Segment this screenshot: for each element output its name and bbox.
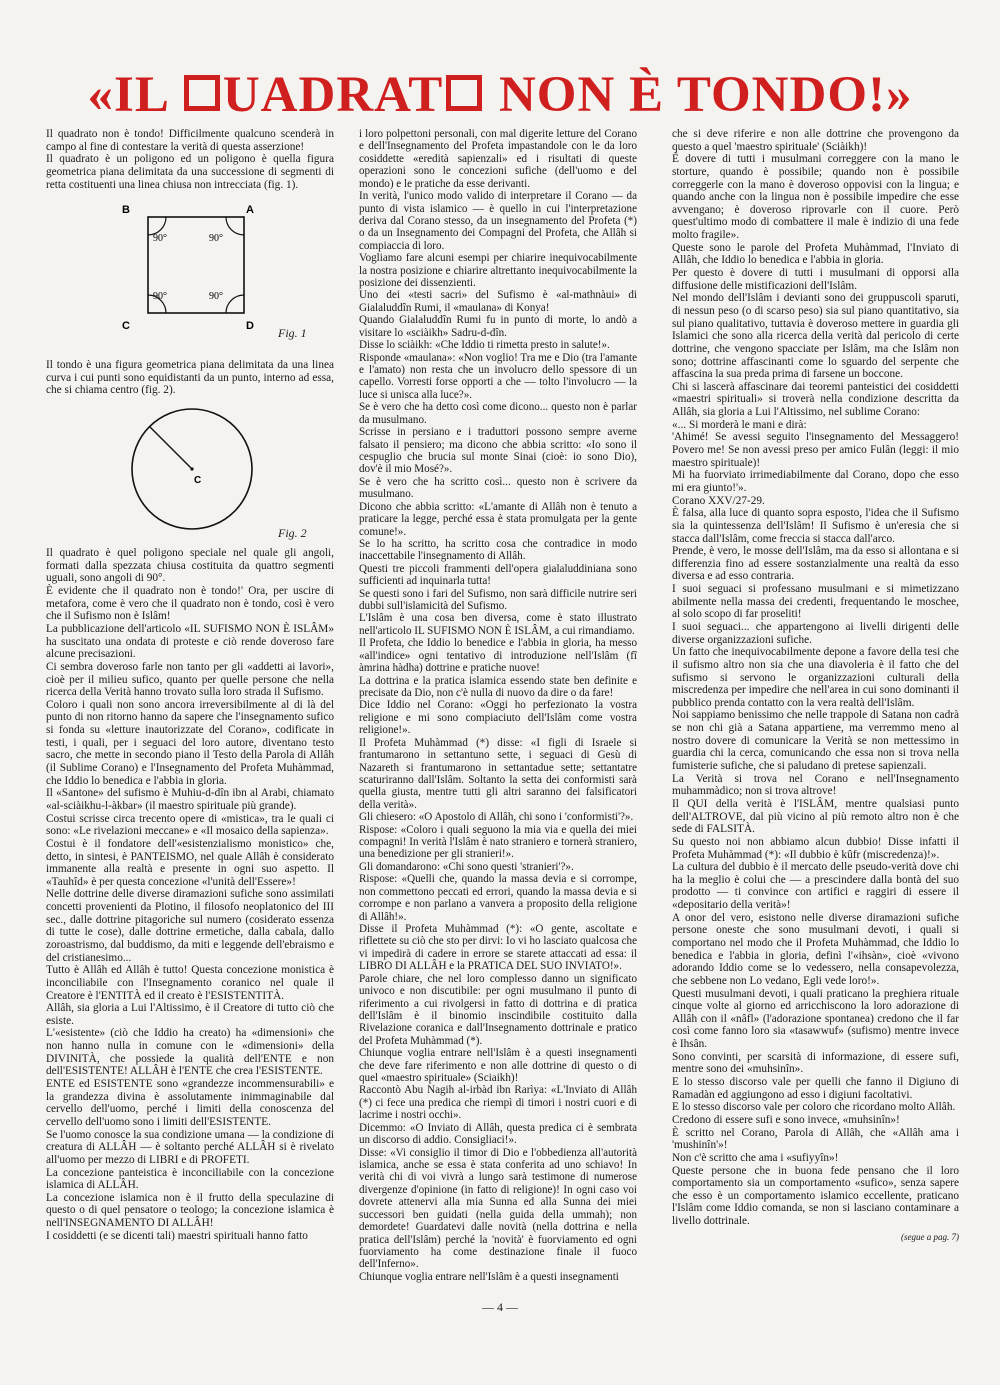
paragraph: Un fatto che inequivocabilmente depone a favore della tesi che il sufismo altro non sia che una diavoleria è il fatto che del sufismo si servono le organizzazioni culturali della miscredenza per impedire che nell'area in cui sono dominanti il pubblico prenda contatto con la vera realtà dell'Islâm. <box>672 646 959 709</box>
vertex-c: C <box>122 320 130 333</box>
paragraph: Il Profeta Muhàmmad (*) disse: «I figli di Israele si frantumarono in settantuno sette, i seguaci di Gesù di Nazareth si frantumarono in settantadue sette; settantatre scaturiranno dall'Islâm. Soltanto la setta dei conformisti sarà quella giusta, mentre tutti gli altri saranno dei falsificatori della verità». <box>359 736 637 811</box>
paragraph: Disse: «Vi consiglio il timor di Dio e l'obbedienza all'autorità islamica, anche se essa è stata conferita ad uno schiavo! In verità chi di voi vivrà a lungo sarà testimone di numerose divergenze d'opinione (in fatto di religione)! In ogni caso voi dovrete attenervi alla mia Sunna ed alla Sunna dei miei successori ben guidati (nella guida della ummah); non demordete! Guardatevi dalle novità (nella dottrina e nella pratica dell'Islâm) perché la 'novità' è fuorviamento ed ogni fuorviamento ha come destinazione finale il fuoco dell'Inferno». <box>359 1146 637 1271</box>
paragraph: Nel mondo dell'Islâm i devianti sono dei gruppuscoli sparuti, di nessun peso (o di scarso peso) sia sul piano quantitativo, sia sul piano qualitativo, tuttavia è doveroso mettere in guardia gli Islamici che sono alla ricerca della verità dal pericolo di certe dottrine, che vengono spacciate per Islâm, ma che Islâm non sono; dottrine affascinanti come lo sguardo del serpente che affascina la sua preda prima di farsene un boccone. <box>672 292 959 381</box>
paragraph: Disse lo sciàikh: «Che Iddio ti rimetta presto in salute!». <box>359 339 610 352</box>
paragraph: Risponde «maulana»: «Non voglio! Tra me e Dio (tra l'amante e l'amato) non resta che un involucro dello spessore di un capello. Vorresti forse opporti a che — tolto l'involucro — la luce si unisca alla luce?». <box>359 351 637 401</box>
paragraph: A onor del vero, esistono nelle diverse diramazioni sufiche persone oneste che sono musulmani devoti, i quali si comportano nel modo che il Profeta Muhàmmad, che Iddio lo benedica e l'abbia in gloria, definì l'«ihsàn», cioè «vivono adorando Iddio come se lo vedessero, nella consapevolezza, che sebbene non Lo vedano, Egli vede loro!». <box>672 911 959 987</box>
paragraph: Il quadrato non è tondo! Difficilmente qualcuno scenderà in campo al fine di contestare la verità di questa asserzione! <box>46 128 334 153</box>
paragraph: E lo stesso discorso vale per quelli che fanno il Digiuno di Ramadàn ed aggiungono ad esso i digiuni facoltativi. <box>672 1076 959 1101</box>
paragraph: Il quadrato è quel poligono speciale nel quale gli angoli, formati dalla spezzata chiusa costituita da quattro segmenti uguali, sono angoli di 90°. <box>46 547 334 585</box>
center-label: C <box>194 475 202 487</box>
paragraph: Costui è il fondatore dell'«esistenzialismo monistico» che, detto, in sintesi, è PANTEISMO, nel quale Allâh è considerato immanente alla realtà e presente in ogni suo aspetto. Il «Tauhîd» è per questa concezione «l'unità dell'Essere»! <box>46 837 334 888</box>
paragraph: I suoi seguaci... che appartengono ai livelli dirigenti delle diverse organizzazioni sufiche. <box>672 620 959 646</box>
paragraph: Prende, è vero, le mosse dell'Islâm, ma da esso si allontana e si differenzia fino ad essere sostanzialmente una realtà da esso diversa e ad esso contraria. <box>672 545 959 583</box>
article-title: «IL UADRAT NON È TONDO!» <box>87 67 913 123</box>
figure-1-caption: Fig. 1 <box>278 326 307 341</box>
paragraph: Sono convinti, per scarsità di informazione, di essere sufi, mentre sono dei «muhsinîn». <box>672 1050 959 1076</box>
paragraph: Chi si lascerà affascinare dai teoremi panteistici dei cosiddetti «maestri spirituali» si troverà nella condizione descritta da Allâh, sia gloria a Lui l'Altissimo, nel sublime Corano: <box>672 380 959 419</box>
quote: «... Si morderà le mani e dirà: <box>672 418 807 431</box>
paragraph: Nelle dottrine delle diverse diramazioni sufiche sono assimilati concetti provenienti da Plotino, il filosofo neoplatonico del III sec., dalle dottrine pitagoriche sul numero (cosiderato essenza di tutte le cose), dalle dottrine ermetiche, dalla cabala, dallo zoroastrismo, dal buddismo, da miti e leggende dell'ebraismo e del cristianesimo... <box>46 888 334 964</box>
vertex-d: D <box>246 320 254 333</box>
paragraph: La Verità si trova nel Corano e nell'Insegnamento muhammàdico; non si trova altrove! <box>672 772 959 798</box>
paragraph: Il «Santone» del sufismo è Muhiu-d-dîn ibn al Arabi, chiamato «al-sciàikhu-l-àkbar» (il maestro spirituale più grande). <box>46 787 334 812</box>
paragraph: Il QUI della verità è l'ISLÂM, mentre qualsiasi punto dell'ALTROVE, dal più vicino al più remoto altro non è che sede di FALSITÀ. <box>672 797 959 836</box>
paragraph: Uno dei «testi sacri» del Sufismo è «al-mathnàui» di Gialaluddîn Rumi, il «maulana» di Konya! <box>359 289 637 314</box>
quote: 'Ahimé! Se avessi seguito l'insegnamento del Messaggero! Povero me! Se non avessi preso per amico Fulân (leggi: il mio maestro spirituale)! <box>672 431 959 469</box>
vertex-b: B <box>122 204 130 217</box>
paragraph: Tutto è Allâh ed Allâh è tutto! Questa concezione monistica è inconciliabile con l'Insegnamento coranico nel quale il Creatore è l'ENTITÀ ed il creato è l'ESISTENTITÀ. <box>46 964 334 1002</box>
paragraph: Dicemmo: «O Inviato di Allâh, questa predica ci è sembrata un discorso di addio. Consigliaci!». <box>359 1121 637 1147</box>
column-3 <box>672 128 959 1242</box>
paragraph: Rispose: «Quelli che, quando la massa devia e si corrompe, non commettono peccati ed errori, quando la massa devia e si corrompe e non parlano a vanvera a proposito della religione di Allâh!». <box>359 873 637 923</box>
column-1 <box>46 128 334 1242</box>
paragraph: Su questo noi non abbiamo alcun dubbio! Disse infatti il Profeta Muhàmmad (*): «Il dubbio è kûfr (miscredenza)!». <box>672 835 959 861</box>
angle-label: 90° <box>153 233 167 245</box>
paragraph: Il tondo è una figura geometrica piana delimitata da una linea curva i cui punti sono equidistanti da un punto, interno ad essa, che si chiama centro (fig. 2). <box>46 359 334 397</box>
square-glyph <box>446 75 482 111</box>
paragraph: E lo stesso discorso vale per coloro che ricordano molto Allâh. <box>672 1101 956 1114</box>
paragraph: Se è vero che ha scritto così... questo non è scrivere da musulmano. <box>359 475 637 501</box>
angle-label: 90° <box>209 233 223 245</box>
paragraph: Dice Iddio nel Corano: «Oggi ho perfezionato la vostra religione e mi sono compiaciuto dell'Islâm come vostra religione!». <box>359 699 637 737</box>
paragraph: La dottrina e la pratica islamica essendo state ben definite e precisate da Dio, non c'è nulla di nuovo da dire o da fare! <box>359 674 637 699</box>
paragraph: È dovere di tutti i musulmani correggere con la mano le storture, quando è possibile; quando non è possibile correggerle con la mano è doveroso oppovisi con la lingua; e quando anche con la lingua non è possibile impedire che esse avvengano; è doveroso riprovarle con il cuore. Però quest'ultimo modo di combattere il male è indizio di una fede molto fragile». <box>672 153 959 242</box>
column-2 <box>359 128 637 1283</box>
paragraph: Scrisse in persiano e i traduttori possono sempre averne falsato il pensiero; ma dicono che abbia scritto: «Io sono il cespuglio che brucia sul monte Sinai (cioè: io sono Dio), dov'è il mio Mosé?». <box>359 426 637 476</box>
paragraph: Chiunque voglia entrare nell'Islâm è a questi insegnamenti <box>359 1270 619 1283</box>
paragraph: Il quadrato è un poligono ed un poligono è quella figura geometrica piana delimitata da una successione di segmenti di retta costituenti una linea chiusa non intrecciata (fig. 1). <box>46 153 334 191</box>
figure-2-circle <box>46 397 334 547</box>
vertex-a: A <box>246 204 254 217</box>
paragraph: Disse il Profeta Muhàmmad (*): «O gente, ascoltate e riflettete su ciò che sto per dirvi: Io vi ho lasciato qualcosa che vi impedirà di cadere in errore se starete attaccati ad essa: il LIBRO DI ALLÂH e la PRATICA DEL SUO INVIATO!». <box>359 923 637 973</box>
paragraph: Quando Gialaluddîn Rumi fu in punto di morte, lo andò a visitare lo «sciàikh» Sadru-d-dîn. <box>359 314 637 339</box>
paragraph: Non c'è scritto che ama i «sufiyyîn»! <box>672 1151 839 1164</box>
paragraph: Vogliamo fare alcuni esempi per chiarire inequivocabilmente la nostra posizione e chiarire altrettanto inequivocabilmente la posizione dei dissenzienti. <box>359 252 637 290</box>
paragraph: Chiunque voglia entrare nell'Islâm è a questi insegnamenti che deve fare riferimento e non alle dottrine di questo o di quel «maestro spirituale» (Sciaikh)! <box>359 1047 637 1085</box>
paragraph: La concezione islamica non è il frutto della speculazine di questo o di quel pensatore o teologo; la concezione islamica è nell'INSEGNAMENTO DI ALLÂH! <box>46 1191 334 1230</box>
quote: Mi ha fuorviato irrimediabilmente dal Corano, dopo che esso mi era giunto!'». <box>672 469 959 494</box>
continued-note: (segue a pag. 7) <box>901 1231 959 1242</box>
paragraph: I cosiddetti (e se dicenti tali) maestri spirituali hanno fatto <box>46 1229 308 1242</box>
paragraph: Rispose: «Coloro i quali seguono la mia via e quella dei miei compagni! In verità l'Islâm è nato straniero e tornerà straniero, una benedizione per gli stranieri!». <box>359 823 637 861</box>
paragraph: Questi musulmani devoti, i quali praticano la preghiera rituale cinque volte al giorno ed arricchiscono la loro adorazione di Allâh con il «nâfl» (l'adorazione spontanea) credono che il far così come fanno loro sia «tasawwuf» (sufismo) mentre invece è Ihsân. <box>672 987 959 1051</box>
paragraph: Dicono che abbia scritto: «L'amante di Allâh non è tenuto a praticare la legge, perché essa è stata promulgata per la gente comune!». <box>359 500 637 538</box>
paragraph: Queste persone che in buona fede pensano che il loro comportamento sia un comportamento «sufico», senza sapere che esso è un comportamento islamico eccellente, praticano l'Islâm come Iddio comanda, se non si lasciano contaminare a livello dottrinale. <box>672 1164 959 1228</box>
paragraph: È scritto nel Corano, Parola di Allâh, che «Allâh ama i 'mushinîn'»! <box>672 1126 959 1152</box>
paragraph: Se è vero che ha detto così come dicono... questo non è parlar da musulmano. <box>359 401 637 426</box>
paragraph: Per questo è dovere di tutti i musulmani di opporsi alla diffusione delle mistificazioni dell'Islâm. <box>672 267 959 292</box>
figure-2-caption: Fig. 2 <box>278 526 307 541</box>
paragraph: La pubblicazione dell'articolo «IL SUFISMO NON È ISLÂM» ha suscitato una ondata di proteste e ciò rende doveroso fare alcune precisazioni. <box>46 622 334 661</box>
paragraph: Raccontò Abu Nagih al-irbàd ibn Rarìya: «L'Inviato di Allâh (*) ci fece una predica che riempì di timori i nostri cuori e di lacrime i nostri occhi». <box>359 1084 637 1122</box>
square-glyph <box>184 75 220 111</box>
page-number: — 4 — <box>482 1300 518 1314</box>
paragraph: Parole chiare, che nel loro complesso danno un significato univoco e non discutibile: per ogni musulmano il punto di riferimento a cui rivolgersi in fatto di dottrina e di pratica dell'Islâm è il binomio inscindibile costituito dalla Rivelazione coranica e dall'Insegnamento dottrinale e pratico del Profeta Muhàmmad (*). <box>359 972 637 1047</box>
paragraph: In verità, l'unico modo valido di interpretare il Corano — da punto di vista islamico — è quello in cui l'interpretazione deriva dal Corano stesso, da un insegnamento del Profeta (*) o da un Insegnamento dei Compagni del Profeta, che Allâh si compiaccia di loro. <box>359 190 637 252</box>
paragraph: Questi tre piccoli frammenti dell'opera gialaluddiniana sono sufficienti ad inquinarla tutta! <box>359 562 637 588</box>
paragraph: Se l'uomo conosce la sua condizione umana — la condizione di creatura di ALLÂH — è soltanto perché ALLÂH si è rivelato all'uomo per mezzo di LIBRI e di PROFETI. <box>46 1128 334 1166</box>
paragraph: Allâh, sia gloria a Lui l'Altissimo, è il Creatore di tutto ciò che esiste. <box>46 1002 334 1027</box>
paragraph: L'«esistente» (ciò che Iddio ha creato) ha «dimensioni» che non hanno nulla in comune con le «dimensioni» della DIVINITÀ, che possiede la qualità dell'ENTE e non dell'ESISTENTE! ALLÂH è l'ENTE che crea l'ESISTENTE. <box>46 1027 334 1078</box>
paragraph: Noi sappiamo benissimo che nelle trappole di Satana non cadrà se non chi già a Satana appartiene, ma verremmo meno al nostro dovere di comunicare la Verità se non mettessimo in guardia chi la cerca, comunicando che essa non si trova nella fumisterie sufiche, che si paludano di pretese sapienzali. <box>672 709 959 773</box>
paragraph: È falsa, alla luce di quanto sopra esposto, l'idea che il Sufismo sia la quintessenza dell'Islâm! Il Sufismo è un'eresia che si stacca dall'Islâm, come freccia si stacca dall'arco. <box>672 507 959 545</box>
paragraph: Il Profeta, che Iddio lo benedice e l'abbia in gloria, ha messo «all'indice» ogni tentativo di introduzione nell'Islâm (fî àmrina hàdha) dottrine e pratiche nuove! <box>359 637 637 675</box>
paragraph: È evidente che il quadrato non è tondo!' Ora, per uscire di metafora, come è vero che il quadrato non è tondo, così è vero che il Sufismo non è Islâm! <box>46 585 334 623</box>
paragraph: ENTE ed ESISTENTE sono «grandezze incommensurabili» e la grandezza divina è assolutamente inimmaginabile dal cervello dell'uomo, perché i limiti della conoscenza del cervello dell'uomo sono i limiti dell'ESISTENTE. <box>46 1078 334 1128</box>
paragraph: Queste sono le parole del Profeta Muhàmmad, l'Inviato di Allâh, che Iddio lo benedica e l'abbia in gloria. <box>672 241 959 267</box>
paragraph: Ci sembra doveroso farle non tanto per gli «addetti ai lavori», cioè per il milieu sufico, quanto per quelle persone che nella ricerca della Verità hanno trovato sulla loro strada il Sufismo. <box>46 660 334 699</box>
paragraph: Gli chiesero: «O Apostolo di Allâh, chi sono i 'conformisti'?». <box>359 811 634 824</box>
paragraph: Coloro i quali non sono ancora irreversibilmente al di là del punto di non ritorno hanno da sapere che l'insegnamento sufico si fonda su «letture inautorizzate del Corano», codificate in testi, i quali, per i seguaci del loro autore, diventano testo sacro, che mette in secondo piano il Testo della Parola di Allâh (il Sublime Corano) e l'Insegnamento del Profeta Muhàmmad, che Iddio lo benedica e l'abbia in gloria. <box>46 698 334 787</box>
paragraph: Se lo ha scritto, ha scritto cosa che contradice in modo inaccettabile l'insegnamento di Allâh. <box>359 537 637 563</box>
paragraph: Credono di essere sufi e sono invece, «muhsinîn»! <box>672 1113 900 1126</box>
paragraph: La cultura del dubbio è il mercato delle pseudo-verità dove chi ha la meglio è colui che — a prescindere dalla bontà del suo prodotto — ti convince con artifici e raggiri di essere il «depositario della verità»! <box>672 861 959 912</box>
paragraph: Gli domandarono: «Chi sono questi 'stranieri'?». <box>359 860 574 873</box>
angle-label: 90° <box>153 291 167 303</box>
quote-reference: Corano XXV/27-29. <box>672 494 765 507</box>
paragraph: Se questi sono i fari del Sufismo, non sarà difficile nutrire seri dubbi sull'islamicità del Sufismo. <box>359 587 637 613</box>
paragraph: L'Islâm è una cosa ben diversa, come è stato illustrato nell'articolo IL SUFISMO NON È ISLÂM, a cui rimandiamo. <box>359 612 637 637</box>
paragraph: La concezione panteistica è inconciliabile con la concezione islamica di ALLÂH. <box>46 1166 334 1192</box>
paragraph: Costui scrisse circa trecento opere di «mistica», tra le quali ci sono: «Le rivelazioni meccane» e «Il mosaico della sapienza». <box>46 812 334 838</box>
angle-label: 90° <box>209 291 223 303</box>
paragraph: I suoi seguaci si professano musulmani e si mimetizzano abilmente nella massa dei credenti, frequentando le moschee, al solo scopo di far proseliti! <box>672 583 959 621</box>
paragraph: i loro polpettoni personali, con mal digerite letture del Corano e dell'Insegnamento del Profeta impastandole con le da loro cosiddette «eredità sapienzali» ed i risultati di queste operazioni sono le concezioni sufiche (dell'uomo e del mondo) e le pratiche da esse derivanti. <box>359 128 637 190</box>
figure-1-square <box>46 191 334 359</box>
paragraph: che si deve riferire e non alle dottrine che provengono da questo a quel 'maestro spirituale' (Sciàikh)! <box>672 128 959 153</box>
